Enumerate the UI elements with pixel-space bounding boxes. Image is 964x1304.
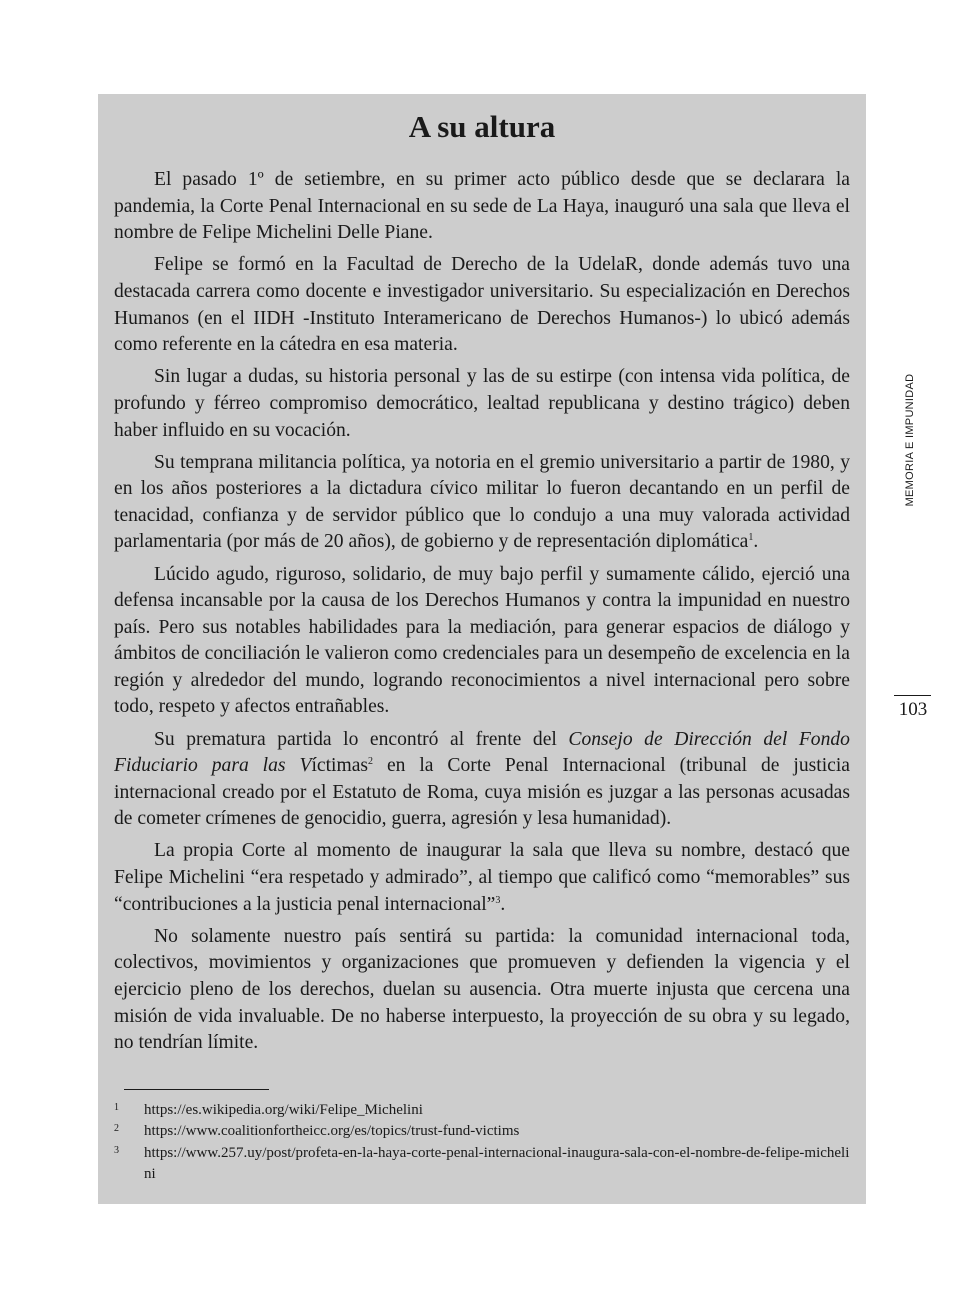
footnote-ref-1: 1: [748, 532, 754, 544]
paragraph-2: Felipe se formó en la Facultad de Derecho de la UdelaR, donde además tuvo una destacada carrera como docente e investigador universitario. Su especialización en Derechos Humanos (en el IIDH -Instituto Interamericano de Derechos Humanos-) lo ubicó además como referente en la cátedra en esa materia.: [114, 254, 850, 356]
footnote-number: 2: [114, 1123, 119, 1135]
paragraph-6-end: en la Corte Penal Internacional (tribunal de justicia internacional creado por el Estatuto de Roma, cuya misión es juzgar a las personas acusadas de cometer crímenes de genocidio, guerra, agresión y lesa humanidad).: [114, 755, 851, 830]
paragraph-4: [114, 450, 850, 556]
paragraph-6-mid: íctimas: [311, 755, 369, 777]
footnote-link[interactable]: https://www.257.uy/post/profeta-en-la-haya-corte-penal-internacional-inaugura-sala-con-el-nombre-de-felipe-michelini: [144, 1144, 850, 1183]
footnote-1: [114, 1100, 850, 1122]
footnote-link[interactable]: https://es.wikipedia.org/wiki/Felipe_Michelini: [144, 1101, 423, 1118]
footnote-divider: [124, 1089, 269, 1090]
footnote-ref-3: 3: [495, 894, 501, 906]
paragraph-4-text: Su temprana militancia política, ya notoria en el gremio universitario a partir de 1980, y en los años posteriores a la dictadura cívico militar lo fueron decantando en un perfil de tenacidad, confianza y de servidor público que lo condujo a una muy valorada actividad parlamentaria (por más de 20 años), de gobierno y de representación diplomática: [114, 451, 850, 553]
footnote-ref-2: 2: [368, 756, 374, 768]
paragraph-8: No solamente nuestro país sentirá su partida: la comunidad internacional toda, colectivos, movimientos y organizaciones que promueven y defienden la vigencia y el ejercicio pleno de los derechos, duelan su ausencia. Otra muerte injusta que cercena una misión de vida invaluable. De no haberse interpuesto, la proyección de su obra y su legado, no tendrían límite.: [114, 925, 850, 1054]
footnote-number: 1: [114, 1101, 119, 1113]
paragraph-7: [114, 838, 850, 918]
article-box: [98, 94, 866, 1204]
paragraph-6: [114, 727, 850, 833]
paragraph-5: Lúcido agudo, riguroso, solidario, de muy bajo perfil y sumamente cálido, ejerció una defensa incansable por la causa de los Derechos Humanos y contra la impunidad en nuestro país. Pero sus notables habilidades para la mediación, para generar espacios de diálogo y ámbitos de conciliación le valieron como credenciales para un desempeño de excelencia en la región y alrededor del mundo, logrando reconocimientos a nivel internacional pero sobre todo, respeto y afectos entrañables.: [114, 563, 850, 718]
paragraph-7-end: .: [500, 893, 506, 915]
article-body: [114, 167, 850, 1057]
footnote-link[interactable]: https://www.coalitionfortheicc.org/es/topics/trust-fund-victims: [144, 1123, 520, 1140]
page-number-rule: [894, 695, 931, 696]
paragraph-6-start: Su prematura partida lo encontró al frente del: [154, 728, 569, 750]
footnote-2: [114, 1121, 850, 1143]
paragraph-7-text: La propia Corte al momento de inaugurar la sala que lleva su nombre, destacó que Felipe Michelini “era respetado y admirado”, al tiempo que calificó como “memorables” sus “contribuciones a la justicia penal internacional”: [114, 840, 850, 915]
paragraph-4-end: .: [753, 531, 759, 553]
section-side-label: MEMORIA E IMPUNIDAD: [904, 373, 916, 507]
page-number: 103: [898, 699, 928, 720]
paragraph-1: El pasado 1º de setiembre, en su primer acto público desde que se declarara la pandemia, la Corte Penal Internacional en su sede de La Haya, inauguró una sala que lleva el nombre de Felipe Michelini Delle Piane.: [114, 169, 850, 244]
footnote-number: 3: [114, 1144, 119, 1156]
article-title: A su altura: [408, 109, 556, 144]
footnote-3: [114, 1143, 850, 1186]
paragraph-6-italic: Consejo de Dirección del Fondo Fiduciario para las V: [114, 728, 850, 777]
footnotes: [114, 1100, 850, 1186]
paragraph-3: Sin lugar a dudas, su historia personal y las de su estirpe (con intensa vida política, de profundo y férreo compromiso democrático, lealtad republicana y destino trágico) deben haber influido en su vocación.: [114, 366, 850, 441]
